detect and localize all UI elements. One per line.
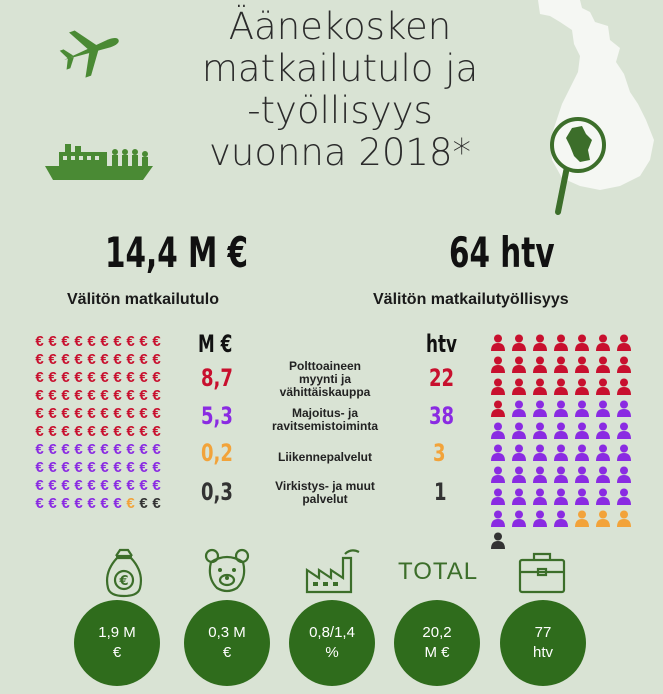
person-icon — [592, 334, 613, 353]
euro-symbol-icon: € — [74, 423, 83, 440]
income-total: 14,4 M € — [105, 228, 249, 277]
stat-circle — [500, 600, 586, 686]
euro-symbol-icon: € — [152, 387, 161, 404]
person-icon — [613, 466, 634, 485]
person-icon — [529, 444, 550, 463]
euro-symbol-icon: € — [48, 459, 57, 476]
euro-symbol-icon: € — [100, 405, 109, 422]
category-line: Virkistys- ja muut — [275, 479, 375, 493]
euro-symbol-icon: € — [61, 333, 70, 350]
euro-symbol-icon: € — [126, 495, 135, 512]
euro-symbol-icon: € — [87, 477, 96, 494]
person-icon — [529, 334, 550, 353]
person-icon — [487, 378, 508, 397]
euro-symbol-icon: € — [48, 441, 57, 458]
person-icon — [508, 510, 529, 529]
euro-symbol-icon: € — [87, 441, 96, 458]
person-icon — [592, 356, 613, 375]
person-icon — [508, 422, 529, 441]
person-icon — [529, 378, 550, 397]
euro-symbol-icon: € — [35, 387, 44, 404]
svg-text:€: € — [119, 574, 129, 589]
briefcase-icon — [518, 550, 566, 594]
person-icon — [550, 488, 571, 507]
person-icon — [529, 510, 550, 529]
euro-symbol-icon: € — [126, 333, 135, 350]
euro-symbol-icon: € — [35, 477, 44, 494]
person-icon — [529, 356, 550, 375]
htv-unit-header: htv — [426, 330, 457, 358]
stat-unit: € — [112, 644, 122, 661]
person-icon — [592, 510, 613, 529]
total-label: TOTAL — [398, 558, 479, 585]
person-icon — [508, 356, 529, 375]
euro-symbol-icon: € — [74, 351, 83, 368]
euro-symbol-icon: € — [61, 405, 70, 422]
euro-symbol-icon: € — [87, 369, 96, 386]
bear-icon — [203, 548, 251, 594]
euro-symbol-icon: € — [48, 387, 57, 404]
person-icon — [529, 466, 550, 485]
person-icon — [529, 422, 550, 441]
stat-circle-total — [394, 600, 480, 686]
income-value-fuel-retail: 8,7 — [201, 364, 233, 392]
person-icon — [613, 334, 634, 353]
person-icon — [592, 378, 613, 397]
euro-symbol-icon: € — [61, 459, 70, 476]
euro-symbol-icon: € — [87, 423, 96, 440]
euro-symbol-icon: € — [100, 459, 109, 476]
euro-symbol-icon: € — [87, 333, 96, 350]
person-icon — [487, 532, 508, 551]
stat-circle — [289, 600, 375, 686]
euro-symbol-icon: € — [61, 387, 70, 404]
euro-symbol-icon: € — [100, 495, 109, 512]
person-icon — [571, 400, 592, 419]
euro-symbol-icon: € — [139, 459, 148, 476]
person-icon — [487, 466, 508, 485]
person-icon — [571, 378, 592, 397]
euro-symbol-icon: € — [100, 351, 109, 368]
stat-unit: € — [222, 644, 232, 661]
euro-symbol-icon: € — [74, 387, 83, 404]
category-line: vähittäiskauppa — [279, 385, 371, 399]
euro-symbol-icon: € — [139, 423, 148, 440]
title-line: vuonna 2018* — [209, 131, 471, 174]
euro-symbol-icon: € — [152, 351, 161, 368]
person-icon — [508, 444, 529, 463]
income-unit-header: M € — [198, 330, 233, 358]
euro-symbol-icon: € — [126, 459, 135, 476]
euro-symbol-icon: € — [100, 441, 109, 458]
category-fuel-retail — [265, 360, 385, 399]
euro-symbol-icon: € — [74, 459, 83, 476]
factory-icon — [305, 548, 363, 594]
income-label: Välitön matkailutulo — [67, 291, 220, 308]
euro-symbol-icon: € — [126, 405, 135, 422]
page-title — [150, 6, 530, 174]
euro-symbol-icon: € — [74, 441, 83, 458]
euro-symbol-icon: € — [74, 333, 83, 350]
euro-symbol-icon: € — [139, 387, 148, 404]
person-icon — [508, 334, 529, 353]
category-accommodation — [265, 407, 385, 433]
euro-symbol-icon: € — [113, 387, 122, 404]
euro-symbol-icon: € — [48, 495, 57, 512]
euro-symbol-icon: € — [152, 477, 161, 494]
euro-symbol-icon: € — [139, 405, 148, 422]
euro-symbol-icon: € — [152, 441, 161, 458]
person-icon — [487, 488, 508, 507]
person-icon — [571, 488, 592, 507]
title-line: -työllisyys — [247, 89, 433, 132]
person-icon — [550, 400, 571, 419]
euro-symbol-icon: € — [100, 369, 109, 386]
euro-symbol-icon: € — [35, 405, 44, 422]
title-line: matkailutulo ja — [201, 47, 479, 90]
euro-symbol-icon: € — [61, 423, 70, 440]
employment-label: Välitön matkailutyöllisyys — [373, 291, 569, 308]
euro-symbol-icon: € — [126, 351, 135, 368]
euro-symbol-icon: € — [152, 423, 161, 440]
person-icon — [529, 400, 550, 419]
person-icon — [613, 422, 634, 441]
euro-symbol-icon: € — [61, 495, 70, 512]
euro-symbol-icon: € — [100, 387, 109, 404]
person-icon — [571, 356, 592, 375]
person-icon — [571, 444, 592, 463]
person-icon — [508, 378, 529, 397]
euro-symbol-icon: € — [87, 495, 96, 512]
euro-symbol-icon: € — [48, 423, 57, 440]
euro-symbol-icon: € — [48, 369, 57, 386]
htv-value-recreation: 1 — [434, 478, 447, 506]
category-transport — [265, 451, 385, 464]
person-icon — [613, 510, 634, 529]
category-recreation — [265, 480, 385, 506]
category-line: palvelut — [302, 492, 348, 506]
euro-symbol-icon: € — [113, 495, 122, 512]
person-icon — [592, 422, 613, 441]
euro-symbol-icon: € — [35, 459, 44, 476]
person-icon — [613, 444, 634, 463]
euro-symbol-icon: € — [152, 333, 161, 350]
person-icon — [592, 400, 613, 419]
htv-value-fuel-retail: 22 — [429, 364, 455, 392]
euro-symbol-icon: € — [35, 333, 44, 350]
euro-symbol-icon: € — [126, 369, 135, 386]
euro-symbol-icon: € — [48, 477, 57, 494]
person-icon — [550, 356, 571, 375]
category-line: Liikennepalvelut — [277, 450, 373, 464]
person-icon — [487, 356, 508, 375]
stat-unit: htv — [532, 644, 553, 661]
euro-symbol-icon: € — [126, 477, 135, 494]
htv-value-accommodation: 38 — [429, 402, 455, 430]
euro-symbol-icon: € — [152, 459, 161, 476]
stat-circle — [184, 600, 270, 686]
euro-symbol-icon: € — [87, 405, 96, 422]
euro-symbol-icon: € — [35, 369, 44, 386]
person-icon — [592, 444, 613, 463]
euro-symbol-icon: € — [152, 405, 161, 422]
euro-symbol-icon: € — [74, 495, 83, 512]
person-icon — [550, 422, 571, 441]
person-icon — [550, 444, 571, 463]
person-icon — [487, 400, 508, 419]
euro-symbol-icon: € — [74, 477, 83, 494]
stat-unit: M € — [424, 644, 450, 661]
euro-symbol-icon: € — [113, 369, 122, 386]
euro-symbol-icon: € — [61, 351, 70, 368]
income-value-accommodation: 5,3 — [201, 402, 233, 430]
stat-value: 20,2 — [422, 624, 452, 641]
euro-symbol-icon: € — [35, 423, 44, 440]
euro-symbol-icon: € — [139, 351, 148, 368]
person-pictogram-grid — [487, 334, 637, 554]
euro-symbol-icon: € — [61, 477, 70, 494]
airplane-icon — [58, 20, 124, 78]
person-icon — [508, 466, 529, 485]
euro-symbol-icon: € — [113, 477, 122, 494]
person-icon — [529, 488, 550, 507]
person-icon — [550, 378, 571, 397]
euro-symbol-icon: € — [152, 495, 161, 512]
stat-value: 0,3 M — [208, 624, 246, 641]
htv-value-transport: 3 — [433, 439, 446, 467]
category-line: myynti ja — [298, 372, 352, 386]
stat-circle — [74, 600, 160, 686]
person-icon — [487, 510, 508, 529]
euro-pictogram-grid — [33, 333, 173, 513]
person-icon — [613, 400, 634, 419]
stat-value: 0,8/1,4 — [309, 624, 355, 641]
stat-value: 1,9 M — [98, 624, 136, 641]
euro-symbol-icon: € — [139, 333, 148, 350]
euro-symbol-icon: € — [100, 423, 109, 440]
euro-symbol-icon: € — [113, 423, 122, 440]
person-icon — [613, 356, 634, 375]
euro-symbol-icon: € — [74, 369, 83, 386]
person-icon — [571, 422, 592, 441]
euro-symbol-icon: € — [113, 351, 122, 368]
euro-symbol-icon: € — [35, 495, 44, 512]
person-icon — [550, 334, 571, 353]
euro-symbol-icon: € — [61, 369, 70, 386]
euro-symbol-icon: € — [139, 369, 148, 386]
euro-symbol-icon: € — [74, 405, 83, 422]
euro-symbol-icon: € — [87, 351, 96, 368]
person-icon — [508, 488, 529, 507]
person-icon — [487, 444, 508, 463]
category-line: Majoitus- ja — [291, 406, 358, 420]
euro-symbol-icon: € — [113, 333, 122, 350]
euro-symbol-icon: € — [35, 351, 44, 368]
euro-symbol-icon: € — [48, 405, 57, 422]
euro-symbol-icon: € — [48, 333, 57, 350]
person-icon — [613, 488, 634, 507]
euro-symbol-icon: € — [61, 441, 70, 458]
euro-symbol-icon: € — [113, 405, 122, 422]
person-icon — [550, 510, 571, 529]
income-value-transport: 0,2 — [201, 439, 233, 467]
euro-symbol-icon: € — [87, 387, 96, 404]
ship-icon — [45, 140, 155, 182]
person-icon — [550, 466, 571, 485]
category-line: Polttoaineen — [288, 359, 361, 373]
person-icon — [592, 466, 613, 485]
person-icon — [487, 422, 508, 441]
euro-symbol-icon: € — [139, 441, 148, 458]
euro-symbol-icon: € — [139, 477, 148, 494]
person-icon — [508, 400, 529, 419]
euro-symbol-icon: € — [126, 423, 135, 440]
person-icon — [487, 334, 508, 353]
euro-symbol-icon: € — [152, 369, 161, 386]
euro-symbol-icon: € — [87, 459, 96, 476]
title-line: Äänekosken — [228, 5, 452, 48]
person-icon — [592, 488, 613, 507]
euro-symbol-icon: € — [48, 351, 57, 368]
finland-map-icon — [520, 0, 663, 225]
euro-symbol-icon: € — [113, 459, 122, 476]
euro-symbol-icon: € — [126, 441, 135, 458]
euro-symbol-icon: € — [126, 387, 135, 404]
euro-symbol-icon: € — [100, 333, 109, 350]
euro-symbol-icon: € — [113, 441, 122, 458]
stat-value: 77 — [534, 624, 552, 641]
euro-symbol-icon: € — [100, 477, 109, 494]
category-line: ravitsemistoiminta — [271, 419, 379, 433]
euro-symbol-icon: € — [35, 441, 44, 458]
person-icon — [571, 510, 592, 529]
person-icon — [571, 466, 592, 485]
stat-unit: % — [325, 644, 339, 661]
euro-symbol-icon: € — [139, 495, 148, 512]
employment-total: 64 htv — [449, 228, 555, 277]
money-bag-icon — [102, 548, 146, 598]
income-value-recreation: 0,3 — [201, 478, 233, 506]
person-icon — [613, 378, 634, 397]
person-icon — [571, 334, 592, 353]
